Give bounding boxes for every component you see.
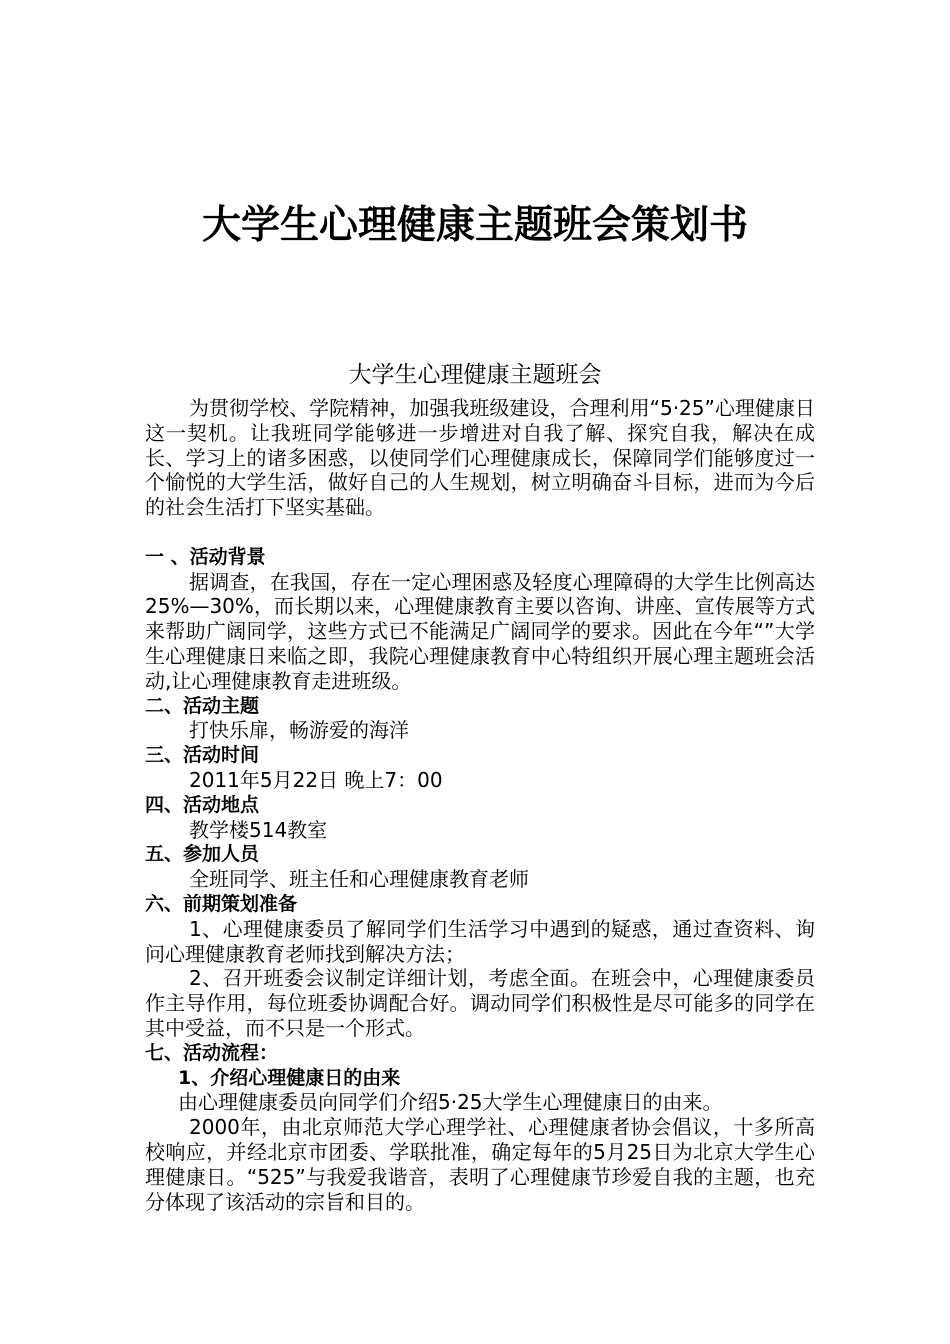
process-subheading-1: 1、介绍心理健康日的由来	[178, 1066, 401, 1089]
section-heading-process: 七、活动流程：	[145, 1041, 279, 1064]
time-text: 2011年5月22日 晚上7：00	[189, 767, 443, 792]
process-text-2: 2000年，由北京师范大学心理学社、心理健康者协会倡议，十多所高校响应，并经北京市团委、学联批准，确定每年的5月25日为北京大学生心理健康日。“525”与我爱我谐音，表明了心理健康节珍爱自我的主题，也充分体现了该活动的宗旨和目的。	[145, 1115, 815, 1214]
section-heading-location: 四、活动地点	[145, 793, 260, 816]
document-body	[145, 396, 815, 1214]
theme-text: 打快乐扉，畅游爱的海洋	[189, 718, 409, 743]
section-heading-time: 三、活动时间	[145, 744, 260, 767]
section-heading-background: 一 、活动背景	[145, 545, 266, 568]
background-paragraph: 据调查，在我国，存在一定心理困惑及轻度心理障碍的大学生比例高达25%—30%，而长期以来，心理健康教育主要以咨询、讲座、宣传展等方式来帮助广阔同学，这些方式已不能满足广阔同学的要求。因此在今年“”大学生心理健康日来临之即，我院心理健康教育中心特组织开展心理主题班会活动,让心理健康教育走进班级。	[145, 569, 815, 693]
section-heading-theme: 二、活动主题	[145, 694, 260, 717]
document-title: 大学生心理健康主题班会策划书	[201, 203, 748, 248]
process-text-1: 由心理健康委员向同学们介绍5·25大学生心理健康日的由来。	[178, 1090, 723, 1115]
location-text: 教学楼514教室	[189, 817, 328, 842]
participants-text: 全班同学、班主任和心理健康教育老师	[189, 867, 529, 892]
document-subtitle: 大学生心理健康主题班会	[348, 362, 602, 388]
intro-paragraph: 为贯彻学校、学院精神，加强我班级建设，合理利用“5·25”心理健康日这一契机。让我班同学能够进一步增进对自我了解、探究自我，解决在成长、学习上的诸多困惑，以使同学们心理健康成长，保障同学们能够度过一个愉悦的大学生活，做好自己的人生规划，树立明确奋斗目标，进而为今后的社会生活打下坚实基础。	[145, 396, 815, 520]
section-spacer	[145, 520, 815, 545]
section-heading-preparation: 六、前期策划准备	[145, 892, 298, 915]
section-heading-participants: 五、参加人员	[145, 843, 260, 866]
preparation-item-2: 2、召开班委会议制定详细计划，考虑全面。在班会中，心理健康委员作主导作用，每位班委协调配合好。调动同学们积极性是尽可能多的同学在其中受益，而不只是一个形式。	[145, 966, 815, 1040]
preparation-item-1: 1、心理健康委员了解同学们生活学习中遇到的疑惑，通过查资料、询问心理健康教育老师找到解决方法；	[145, 916, 815, 966]
